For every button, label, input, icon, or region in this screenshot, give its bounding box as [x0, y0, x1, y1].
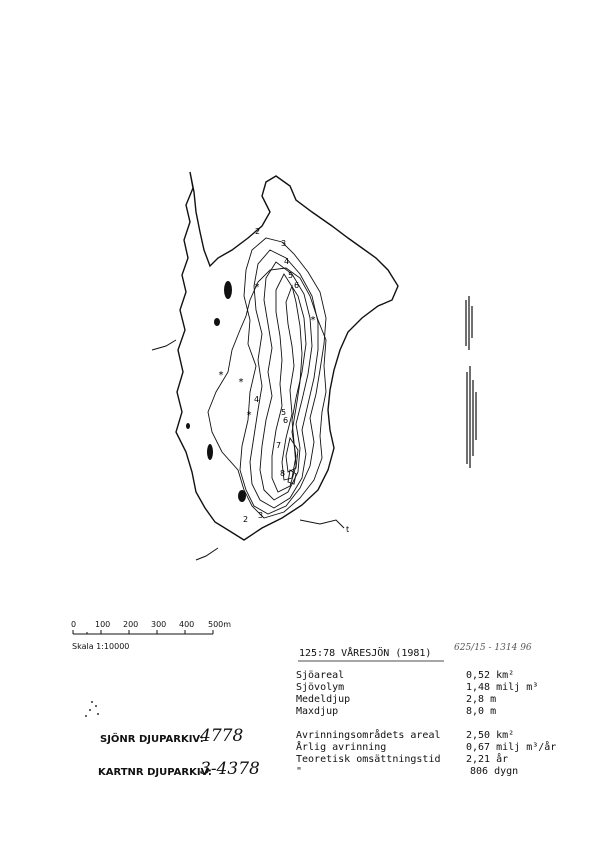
stat-label: Sjöareal: [296, 670, 345, 681]
stat-value: 806 dygn: [470, 766, 519, 777]
island: [186, 423, 190, 429]
depth-label: 7: [276, 441, 282, 450]
stat-row: [296, 706, 596, 718]
stat-value: 2,50 km²: [466, 730, 515, 741]
stat-label: Sjövolym: [296, 682, 345, 693]
depth-label: 2: [243, 515, 249, 524]
lake-shoreline: [176, 172, 398, 540]
sjonr-archive-label: SJÖNR DJUPARKIV:: [100, 734, 204, 745]
stats-table: [296, 670, 596, 778]
sounding-mark: *: [238, 377, 245, 388]
island: [238, 490, 246, 502]
stat-value: 2,8 m: [466, 694, 497, 705]
sounding-mark: *: [218, 370, 225, 381]
inlet-stream: [196, 548, 218, 560]
sounding-mark: *: [310, 315, 317, 326]
lake-title: 125:78 VÅRESJÖN (1981): [299, 648, 432, 659]
depth-label: 5: [288, 271, 294, 280]
stat-value: 8,0 m: [466, 706, 497, 717]
depth-label: 8: [280, 469, 286, 478]
stat-label: Medeldjup: [296, 694, 351, 705]
depth-label: 6: [294, 281, 300, 290]
stat-value: 1,48 milj m³: [466, 682, 539, 693]
scale-tick-200: 200: [123, 620, 139, 629]
depth-label: 3: [281, 239, 287, 248]
stat-value: 2,21 år: [466, 754, 509, 765]
scale-tick-500: 500m: [208, 620, 232, 629]
stat-label: Teoretisk omsättningstid: [296, 754, 441, 765]
stat-label: Årlig avrinning: [296, 742, 387, 753]
kartnr-archive-label: KARTNR DJUPARKIV:: [98, 767, 212, 778]
stat-row: [296, 670, 596, 682]
stat-value: 0,67 milj m³/år: [466, 742, 557, 753]
depth-label: 4: [254, 395, 260, 404]
sounding-mark: *: [246, 410, 253, 421]
stat-value: 0,52 km²: [466, 670, 515, 681]
contour-5m: [272, 274, 306, 492]
outlet-stream: [300, 520, 344, 528]
stat-label: Avrinningsområdets areal: [296, 730, 441, 741]
depth-label: 3: [258, 511, 264, 520]
island: [224, 281, 232, 299]
sounding-mark: *: [254, 282, 261, 293]
stat-label: ": [296, 766, 303, 777]
depth-label: 4: [284, 257, 290, 266]
stat-row: [296, 742, 596, 754]
scale-tick-0: 0: [71, 620, 77, 629]
handwritten-coordinates: 625/15 - 1314 96: [454, 643, 532, 653]
stat-row: [296, 694, 596, 706]
registration-marks: [466, 296, 476, 468]
sjonr-archive-value: 4778: [200, 726, 244, 746]
outlet-label: t: [346, 525, 350, 534]
contour-1m: [208, 268, 326, 518]
stat-row: [296, 754, 596, 766]
stat-row: [296, 730, 596, 742]
kartnr-archive-value: 3-4378: [200, 759, 260, 779]
inlet-stream: [152, 340, 176, 350]
island: [214, 318, 220, 326]
scale-tick-100: 100: [95, 620, 111, 629]
scale-tick-400: 400: [179, 620, 195, 629]
stamp-marks: [85, 701, 99, 717]
scale-caption: Skala 1:10000: [72, 642, 130, 651]
stat-row: [296, 682, 596, 694]
scale-bar: [73, 630, 213, 634]
depth-label: 2: [255, 227, 261, 236]
scale-tick-300: 300: [151, 620, 167, 629]
island: [207, 444, 213, 460]
stat-label: Maxdjup: [296, 706, 339, 717]
depth-label: 5: [281, 408, 287, 417]
depth-label: 6: [283, 416, 289, 425]
stat-row: [296, 766, 596, 778]
